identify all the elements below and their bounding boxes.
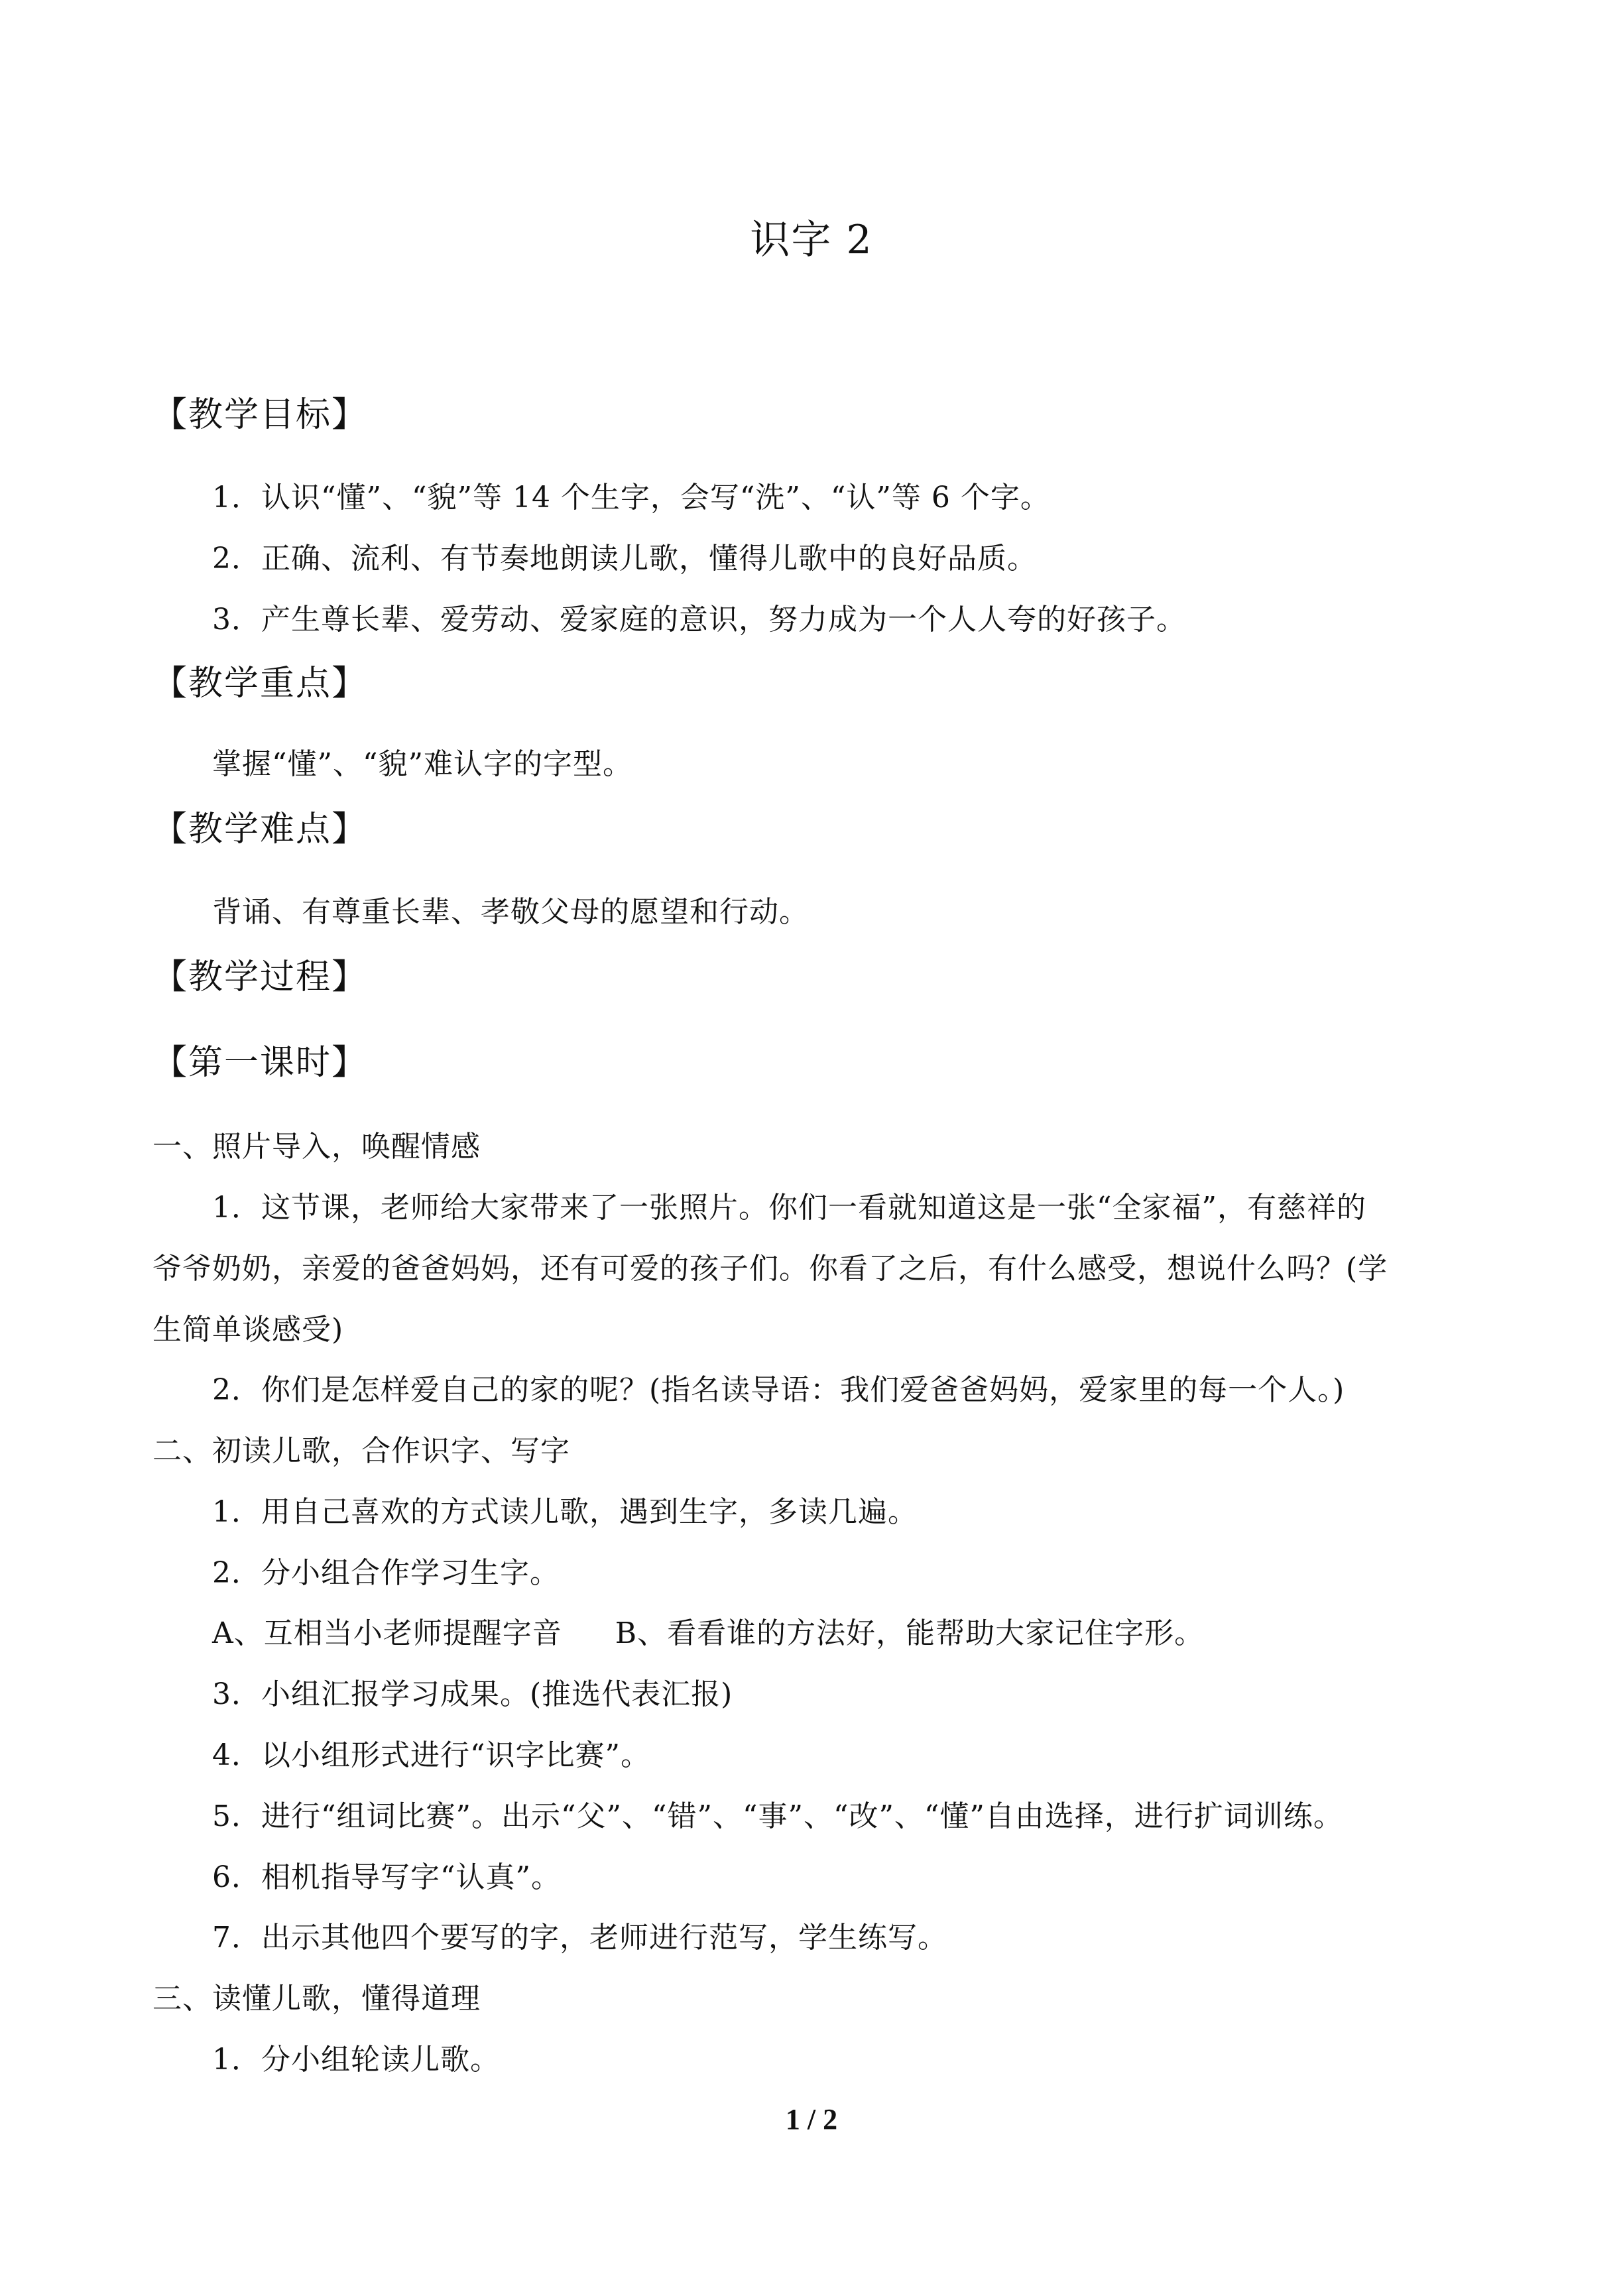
part2-item6: 6．相机指导写字“认真”。 xyxy=(212,1860,561,1894)
part2-item2-options xyxy=(212,1612,1204,1656)
part2-item2-option-b: B、看看谁的方法好，能帮助大家记住字形。 xyxy=(615,1616,1205,1650)
part2-heading: 二、初读儿歌，合作识字、写字 xyxy=(152,1434,570,1468)
part2-item4: 4．以小组形式进行“识字比赛”。 xyxy=(212,1738,650,1772)
part2-item1: 1．用自己喜欢的方式读儿歌，遇到生字，多读几遍。 xyxy=(212,1495,918,1529)
section-heading-goals: 【教学目标】 xyxy=(152,395,368,435)
part1-item1-line3: 生简单谈感受) xyxy=(152,1313,344,1347)
goal-item-1: 1．认识“懂”、“貌”等 14 个生字，会写“洗”、“认”等 6 个字。 xyxy=(212,481,1050,514)
part2-item2: 2．分小组合作学习生字。 xyxy=(212,1556,560,1590)
part3-item1: 1．分小组轮读儿歌。 xyxy=(212,2043,500,2077)
part2-item2-option-a: A、互相当小老师提醒字音 xyxy=(212,1616,562,1650)
key-points-text: 掌握“懂”、“貌”难认字的字型。 xyxy=(212,747,632,781)
part1-heading: 一、照片导入，唤醒情感 xyxy=(152,1130,481,1164)
part2-item3: 3．小组汇报学习成果。(推选代表汇报) xyxy=(212,1677,733,1711)
section-heading-difficulties: 【教学难点】 xyxy=(152,810,368,849)
part1-item1-line1: 1．这节课，老师给大家带来了一张照片。你们一看就知道这是一张“全家福”，有慈祥的 xyxy=(212,1191,1366,1225)
part2-item5: 5．进行“组词比赛”。出示“父”、“错”、“事”、“改”、“懂”自由选择，进行扩词训练。 xyxy=(212,1799,1343,1833)
part2-item7: 7．出示其他四个要写的字，老师进行范写，学生练写。 xyxy=(212,1921,947,1955)
document-title: 识字 2 xyxy=(750,217,873,263)
part1-item2: 2．你们是怎样爱自己的家的呢？(指名读导语：我们爱爸爸妈妈，爱家里的每一个人。) xyxy=(212,1373,1345,1407)
part1-item1-line2: 爷爷奶奶，亲爱的爸爸妈妈，还有可爱的孩子们。你看了之后，有什么感受，想说什么吗？(学 xyxy=(152,1252,1388,1286)
part3-heading: 三、读懂儿歌，懂得道理 xyxy=(152,1982,481,2016)
section-heading-process: 【教学过程】 xyxy=(152,957,368,997)
section-heading-lesson1: 【第一课时】 xyxy=(152,1043,368,1083)
goal-item-3: 3．产生尊长辈、爱劳动、爱家庭的意识，努力成为一个人人夸的好孩子。 xyxy=(212,603,1186,636)
section-heading-key-points: 【教学重点】 xyxy=(152,664,368,703)
page-number: 1 / 2 xyxy=(785,2103,838,2136)
goal-item-2: 2．正确、流利、有节奏地朗读儿歌，懂得儿歌中的良好品质。 xyxy=(212,542,1037,575)
difficulties-text: 背诵、有尊重长辈、孝敬父母的愿望和行动。 xyxy=(212,895,809,929)
